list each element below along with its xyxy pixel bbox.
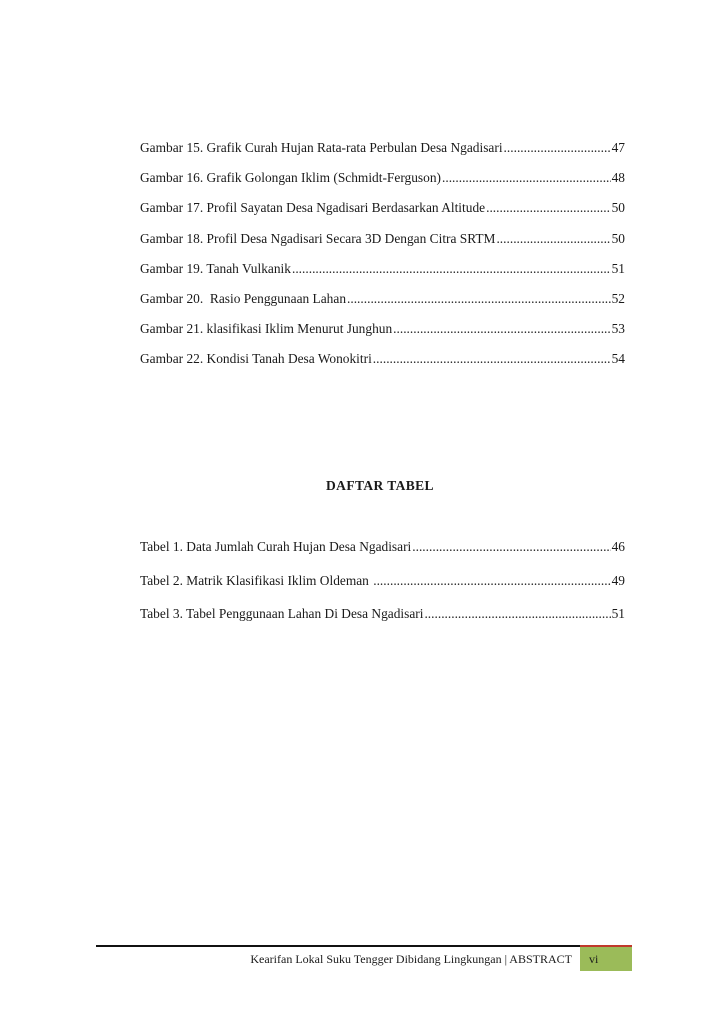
figure-entry-page: 50 <box>611 200 625 216</box>
dot-leader <box>424 605 610 622</box>
table-entry[interactable] <box>140 605 625 622</box>
figure-entry-page: 52 <box>611 290 625 306</box>
section-title: DAFTAR TABEL <box>326 478 434 493</box>
figure-entry-page: 50 <box>611 230 625 246</box>
figure-entry-label: Gambar 22. Kondisi Tanah Desa Wonokitri <box>140 351 372 367</box>
figure-entry-label: Gambar 19. Tanah Vulkanik <box>140 260 291 276</box>
dot-leader <box>412 538 610 555</box>
figure-entry-page: 54 <box>611 351 625 367</box>
dot-leader <box>347 290 611 307</box>
figure-entry-label: Gambar 16. Grafik Golongan Iklim (Schmidt-Ferguson) <box>140 170 441 186</box>
table-entry-label: Tabel 1. Data Jumlah Curah Hujan Desa Ngadisari <box>140 539 412 554</box>
table-entry[interactable] <box>140 538 625 555</box>
dot-leader <box>486 199 611 216</box>
figure-entry[interactable] <box>140 350 625 367</box>
footer-title: Kearifan Lokal Suku Tengger Dibidang Lingkungan | ABSTRACT <box>250 952 572 966</box>
table-entry-page: 51 <box>611 606 625 621</box>
figure-entry-page: 51 <box>611 260 625 276</box>
figure-entry[interactable] <box>140 139 625 156</box>
footer-divider <box>96 945 632 947</box>
figure-entry[interactable] <box>140 320 625 337</box>
dot-leader <box>393 320 610 337</box>
figure-entry[interactable] <box>140 290 625 307</box>
figure-entry[interactable] <box>140 260 625 277</box>
figure-entry-label: Gambar 20. Rasio Penggunaan Lahan <box>140 290 347 306</box>
figure-entry[interactable] <box>140 169 625 186</box>
table-entry-label: Tabel 3. Tabel Penggunaan Lahan Di Desa Ngadisari <box>140 606 424 621</box>
dot-leader <box>373 572 610 589</box>
figure-entry-label: Gambar 18. Profil Desa Ngadisari Secara 3D Dengan Citra SRTM <box>140 230 496 246</box>
table-entry-page: 46 <box>611 539 625 554</box>
table-list <box>140 538 625 639</box>
figure-list <box>140 139 625 381</box>
dot-leader <box>504 139 611 156</box>
figure-entry-page: 53 <box>611 321 625 337</box>
table-entry[interactable] <box>140 572 625 589</box>
table-entry-label: Tabel 2. Matrik Klasifikasi Iklim Oldeman <box>140 572 373 588</box>
page-number-badge: vi <box>580 947 632 971</box>
figure-entry-label: Gambar 17. Profil Sayatan Desa Ngadisari Berdasarkan Altitude <box>140 200 486 216</box>
figure-entry-label: Gambar 21. klasifikasi Iklim Menurut Junghun <box>140 321 393 337</box>
figure-entry-page: 48 <box>611 170 625 186</box>
dot-leader <box>442 169 611 186</box>
figure-entry[interactable] <box>140 230 625 247</box>
table-entry-page: 49 <box>611 572 625 588</box>
figure-entry-page: 47 <box>611 140 625 155</box>
figure-entry-label: Gambar 15. Grafik Curah Hujan Rata-rata Perbulan Desa Ngadisari <box>140 140 503 155</box>
dot-leader <box>373 350 611 367</box>
dot-leader <box>496 230 610 247</box>
dot-leader <box>292 260 611 277</box>
figure-entry[interactable] <box>140 199 625 216</box>
